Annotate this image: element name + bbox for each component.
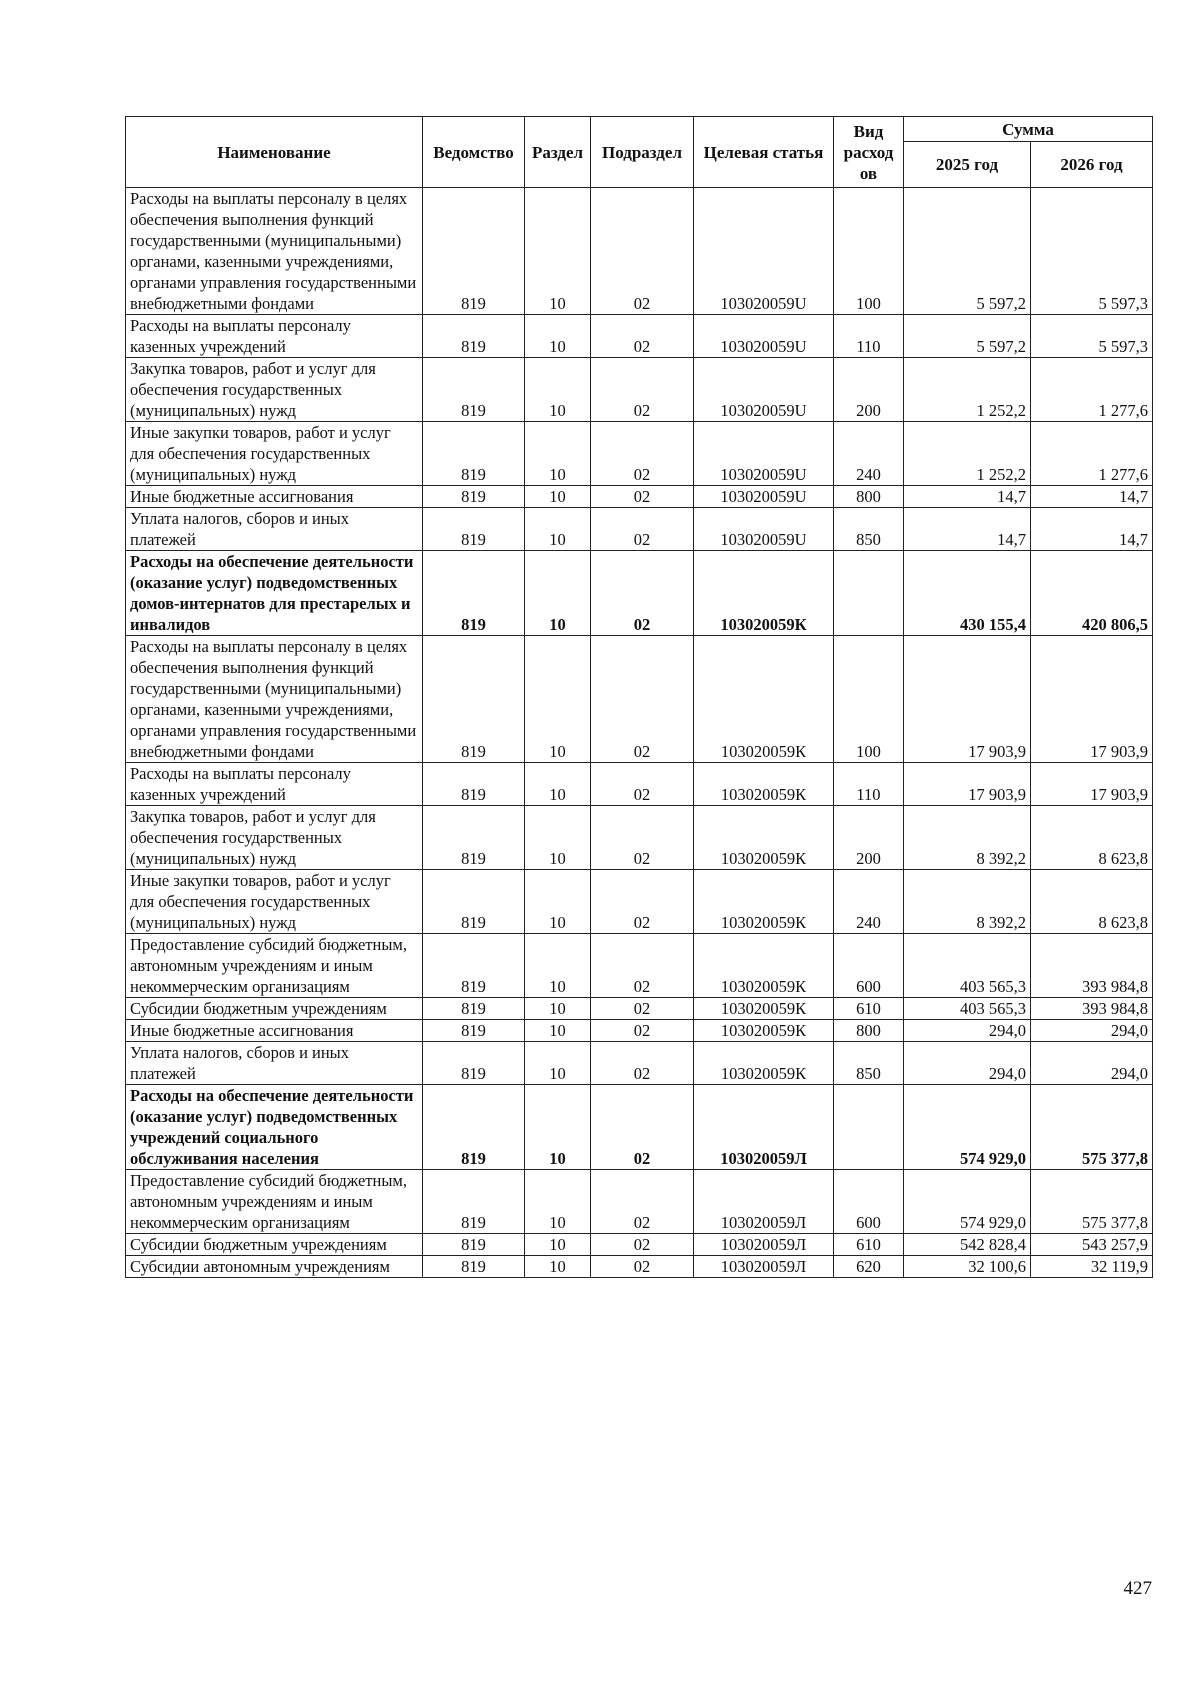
cell-name: Расходы на обеспечение деятельности (оказание услуг) подведомственных учреждений социального обслуживания населения bbox=[126, 1085, 423, 1170]
cell-department: 819 bbox=[423, 188, 525, 315]
cell-name: Иные бюджетные ассигнования bbox=[126, 486, 423, 508]
table-row bbox=[126, 188, 1153, 315]
cell-name: Субсидии бюджетным учреждениям bbox=[126, 998, 423, 1020]
cell-section: 10 bbox=[525, 636, 591, 763]
header-year-2026: 2026 год bbox=[1031, 142, 1153, 188]
cell-department: 819 bbox=[423, 486, 525, 508]
cell-section: 10 bbox=[525, 315, 591, 358]
table-row bbox=[126, 934, 1153, 998]
cell-expense-type: 610 bbox=[834, 998, 904, 1020]
cell-sum-2025: 1 252,2 bbox=[904, 422, 1031, 486]
cell-name: Субсидии бюджетным учреждениям bbox=[126, 1234, 423, 1256]
cell-department: 819 bbox=[423, 358, 525, 422]
cell-department: 819 bbox=[423, 998, 525, 1020]
cell-department: 819 bbox=[423, 934, 525, 998]
cell-sum-2026: 17 903,9 bbox=[1031, 636, 1153, 763]
cell-sum-2026: 32 119,9 bbox=[1031, 1256, 1153, 1278]
cell-name: Закупка товаров, работ и услуг для обеспечения государственных (муниципальных) нужд bbox=[126, 358, 423, 422]
cell-department: 819 bbox=[423, 1085, 525, 1170]
cell-sum-2026: 575 377,8 bbox=[1031, 1170, 1153, 1234]
cell-sum-2026: 17 903,9 bbox=[1031, 763, 1153, 806]
cell-target: 103020059Л bbox=[694, 1170, 834, 1234]
table-row bbox=[126, 422, 1153, 486]
cell-sum-2026: 1 277,6 bbox=[1031, 358, 1153, 422]
table-row bbox=[126, 551, 1153, 636]
cell-sum-2026: 294,0 bbox=[1031, 1020, 1153, 1042]
cell-name: Иные закупки товаров, работ и услуг для обеспечения государственных (муниципальных) нужд bbox=[126, 870, 423, 934]
header-department: Ведомство bbox=[423, 117, 525, 188]
cell-sum-2026: 5 597,3 bbox=[1031, 188, 1153, 315]
header-name: Наименование bbox=[126, 117, 423, 188]
cell-target: 103020059К bbox=[694, 636, 834, 763]
cell-subsection: 02 bbox=[591, 763, 694, 806]
cell-expense-type: 800 bbox=[834, 1020, 904, 1042]
cell-expense-type: 620 bbox=[834, 1256, 904, 1278]
cell-section: 10 bbox=[525, 1085, 591, 1170]
cell-expense-type: 240 bbox=[834, 870, 904, 934]
header-section: Раздел bbox=[525, 117, 591, 188]
cell-name: Предоставление субсидий бюджетным, автономным учреждениям и иным некоммерческим организациям bbox=[126, 1170, 423, 1234]
table-header bbox=[126, 117, 1153, 188]
cell-subsection: 02 bbox=[591, 358, 694, 422]
cell-subsection: 02 bbox=[591, 486, 694, 508]
cell-subsection: 02 bbox=[591, 1256, 694, 1278]
cell-sum-2025: 14,7 bbox=[904, 486, 1031, 508]
cell-expense-type: 110 bbox=[834, 763, 904, 806]
cell-department: 819 bbox=[423, 1170, 525, 1234]
cell-expense-type: 600 bbox=[834, 934, 904, 998]
cell-sum-2026: 1 277,6 bbox=[1031, 422, 1153, 486]
cell-department: 819 bbox=[423, 1256, 525, 1278]
cell-sum-2026: 8 623,8 bbox=[1031, 806, 1153, 870]
cell-subsection: 02 bbox=[591, 870, 694, 934]
cell-sum-2025: 5 597,2 bbox=[904, 188, 1031, 315]
cell-section: 10 bbox=[525, 358, 591, 422]
cell-target: 103020059U bbox=[694, 358, 834, 422]
cell-name: Закупка товаров, работ и услуг для обеспечения государственных (муниципальных) нужд bbox=[126, 806, 423, 870]
cell-name: Уплата налогов, сборов и иных платежей bbox=[126, 508, 423, 551]
cell-sum-2026: 393 984,8 bbox=[1031, 998, 1153, 1020]
cell-department: 819 bbox=[423, 1020, 525, 1042]
cell-expense-type: 240 bbox=[834, 422, 904, 486]
cell-section: 10 bbox=[525, 934, 591, 998]
cell-expense-type: 100 bbox=[834, 188, 904, 315]
cell-sum-2025: 403 565,3 bbox=[904, 998, 1031, 1020]
cell-target: 103020059К bbox=[694, 763, 834, 806]
cell-section: 10 bbox=[525, 806, 591, 870]
cell-sum-2025: 294,0 bbox=[904, 1042, 1031, 1085]
table-row bbox=[126, 636, 1153, 763]
cell-target: 103020059К bbox=[694, 551, 834, 636]
cell-section: 10 bbox=[525, 1170, 591, 1234]
cell-section: 10 bbox=[525, 508, 591, 551]
page-number: 427 bbox=[1123, 1578, 1152, 1599]
cell-sum-2025: 574 929,0 bbox=[904, 1170, 1031, 1234]
cell-sum-2025: 5 597,2 bbox=[904, 315, 1031, 358]
cell-sum-2026: 543 257,9 bbox=[1031, 1234, 1153, 1256]
cell-target: 103020059К bbox=[694, 998, 834, 1020]
cell-sum-2025: 8 392,2 bbox=[904, 870, 1031, 934]
cell-subsection: 02 bbox=[591, 1020, 694, 1042]
header-expense-type: Вид расход ов bbox=[834, 117, 904, 188]
table-row bbox=[126, 998, 1153, 1020]
cell-subsection: 02 bbox=[591, 806, 694, 870]
cell-sum-2025: 294,0 bbox=[904, 1020, 1031, 1042]
header-subsection: Подраздел bbox=[591, 117, 694, 188]
cell-expense-type: 600 bbox=[834, 1170, 904, 1234]
table-row bbox=[126, 486, 1153, 508]
cell-sum-2026: 5 597,3 bbox=[1031, 315, 1153, 358]
cell-target: 103020059К bbox=[694, 1020, 834, 1042]
cell-sum-2025: 8 392,2 bbox=[904, 806, 1031, 870]
cell-department: 819 bbox=[423, 315, 525, 358]
cell-subsection: 02 bbox=[591, 998, 694, 1020]
cell-sum-2025: 17 903,9 bbox=[904, 763, 1031, 806]
cell-expense-type: 850 bbox=[834, 508, 904, 551]
cell-target: 103020059U bbox=[694, 508, 834, 551]
cell-name: Расходы на обеспечение деятельности (оказание услуг) подведомственных домов-интернатов для престарелых и инвалидов bbox=[126, 551, 423, 636]
cell-department: 819 bbox=[423, 508, 525, 551]
table-body bbox=[126, 188, 1153, 1278]
cell-sum-2025: 14,7 bbox=[904, 508, 1031, 551]
cell-section: 10 bbox=[525, 1234, 591, 1256]
cell-expense-type bbox=[834, 551, 904, 636]
cell-sum-2026: 14,7 bbox=[1031, 486, 1153, 508]
cell-department: 819 bbox=[423, 806, 525, 870]
cell-section: 10 bbox=[525, 188, 591, 315]
table-row bbox=[126, 1042, 1153, 1085]
cell-department: 819 bbox=[423, 870, 525, 934]
cell-sum-2026: 575 377,8 bbox=[1031, 1085, 1153, 1170]
cell-sum-2025: 403 565,3 bbox=[904, 934, 1031, 998]
cell-target: 103020059U bbox=[694, 486, 834, 508]
table-row bbox=[126, 870, 1153, 934]
table-row bbox=[126, 358, 1153, 422]
cell-target: 103020059К bbox=[694, 1042, 834, 1085]
cell-name: Субсидии автономным учреждениям bbox=[126, 1256, 423, 1278]
cell-name: Предоставление субсидий бюджетным, автономным учреждениям и иным некоммерческим организациям bbox=[126, 934, 423, 998]
cell-section: 10 bbox=[525, 763, 591, 806]
cell-sum-2025: 32 100,6 bbox=[904, 1256, 1031, 1278]
header-target: Целевая статья bbox=[694, 117, 834, 188]
cell-sum-2026: 294,0 bbox=[1031, 1042, 1153, 1085]
cell-target: 103020059Л bbox=[694, 1256, 834, 1278]
cell-expense-type bbox=[834, 1085, 904, 1170]
cell-target: 103020059К bbox=[694, 806, 834, 870]
cell-subsection: 02 bbox=[591, 1170, 694, 1234]
cell-section: 10 bbox=[525, 422, 591, 486]
cell-name: Расходы на выплаты персоналу в целях обеспечения выполнения функций государственными (муниципальными) органами, казенными учреждениями, органами управления государственными внебюджетными фондами bbox=[126, 188, 423, 315]
cell-department: 819 bbox=[423, 1042, 525, 1085]
cell-target: 103020059U bbox=[694, 422, 834, 486]
cell-target: 103020059Л bbox=[694, 1085, 834, 1170]
cell-subsection: 02 bbox=[591, 1042, 694, 1085]
cell-section: 10 bbox=[525, 1256, 591, 1278]
cell-expense-type: 850 bbox=[834, 1042, 904, 1085]
cell-section: 10 bbox=[525, 551, 591, 636]
header-sum: Сумма bbox=[904, 117, 1153, 142]
table-row bbox=[126, 1234, 1153, 1256]
table-row bbox=[126, 1256, 1153, 1278]
cell-expense-type: 200 bbox=[834, 358, 904, 422]
cell-department: 819 bbox=[423, 551, 525, 636]
budget-table bbox=[125, 116, 1153, 1278]
table-row bbox=[126, 806, 1153, 870]
header-year-2025: 2025 год bbox=[904, 142, 1031, 188]
cell-subsection: 02 bbox=[591, 636, 694, 763]
cell-subsection: 02 bbox=[591, 1085, 694, 1170]
cell-target: 103020059К bbox=[694, 870, 834, 934]
cell-subsection: 02 bbox=[591, 1234, 694, 1256]
table-row bbox=[126, 508, 1153, 551]
cell-sum-2025: 17 903,9 bbox=[904, 636, 1031, 763]
cell-department: 819 bbox=[423, 636, 525, 763]
cell-name: Иные закупки товаров, работ и услуг для обеспечения государственных (муниципальных) нужд bbox=[126, 422, 423, 486]
cell-subsection: 02 bbox=[591, 551, 694, 636]
cell-target: 103020059Л bbox=[694, 1234, 834, 1256]
cell-sum-2026: 14,7 bbox=[1031, 508, 1153, 551]
cell-expense-type: 100 bbox=[834, 636, 904, 763]
cell-subsection: 02 bbox=[591, 315, 694, 358]
cell-section: 10 bbox=[525, 486, 591, 508]
cell-target: 103020059К bbox=[694, 934, 834, 998]
cell-name: Расходы на выплаты персоналу казенных учреждений bbox=[126, 763, 423, 806]
table-row bbox=[126, 1170, 1153, 1234]
cell-department: 819 bbox=[423, 1234, 525, 1256]
cell-sum-2026: 8 623,8 bbox=[1031, 870, 1153, 934]
cell-section: 10 bbox=[525, 870, 591, 934]
cell-section: 10 bbox=[525, 1020, 591, 1042]
cell-name: Уплата налогов, сборов и иных платежей bbox=[126, 1042, 423, 1085]
table-row bbox=[126, 763, 1153, 806]
cell-sum-2025: 1 252,2 bbox=[904, 358, 1031, 422]
cell-subsection: 02 bbox=[591, 508, 694, 551]
cell-department: 819 bbox=[423, 763, 525, 806]
cell-subsection: 02 bbox=[591, 422, 694, 486]
table-row bbox=[126, 1085, 1153, 1170]
cell-subsection: 02 bbox=[591, 934, 694, 998]
cell-expense-type: 800 bbox=[834, 486, 904, 508]
cell-section: 10 bbox=[525, 998, 591, 1020]
cell-target: 103020059U bbox=[694, 315, 834, 358]
cell-subsection: 02 bbox=[591, 188, 694, 315]
cell-expense-type: 200 bbox=[834, 806, 904, 870]
table-row bbox=[126, 1020, 1153, 1042]
table-row bbox=[126, 315, 1153, 358]
cell-section: 10 bbox=[525, 1042, 591, 1085]
cell-sum-2025: 574 929,0 bbox=[904, 1085, 1031, 1170]
cell-sum-2025: 430 155,4 bbox=[904, 551, 1031, 636]
cell-sum-2026: 393 984,8 bbox=[1031, 934, 1153, 998]
cell-target: 103020059U bbox=[694, 188, 834, 315]
cell-name: Расходы на выплаты персоналу в целях обеспечения выполнения функций государственными (муниципальными) органами, казенными учреждениями, органами управления государственными внебюджетными фондами bbox=[126, 636, 423, 763]
cell-name: Иные бюджетные ассигнования bbox=[126, 1020, 423, 1042]
cell-expense-type: 110 bbox=[834, 315, 904, 358]
cell-expense-type: 610 bbox=[834, 1234, 904, 1256]
cell-sum-2025: 542 828,4 bbox=[904, 1234, 1031, 1256]
cell-sum-2026: 420 806,5 bbox=[1031, 551, 1153, 636]
cell-name: Расходы на выплаты персоналу казенных учреждений bbox=[126, 315, 423, 358]
cell-department: 819 bbox=[423, 422, 525, 486]
